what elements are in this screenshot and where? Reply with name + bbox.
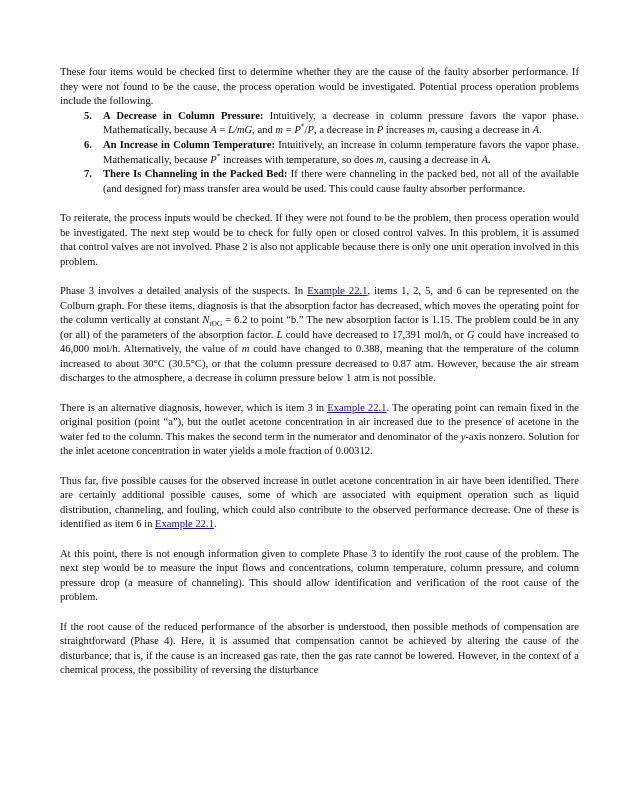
reiterate-paragraph: To reiterate, the process inputs would be checked. If they were not found to be the problem, then process operation would be investigated. The next step would be to check for fully open or closed control valves. In this problem, it is assumed that control valves are not involved. Phase 2 is also not applicable because there is only one unit operation involved in this problem. bbox=[60, 212, 579, 268]
compensation-paragraph: If the root cause of the reduced performance of the absorber is understood, then possible methods of compensation are straightforward (Phase 4). Here, it is assumed that compensation cannot be achieved by altering the cause of the disturbance; that is, if the cause is an increased gas rate, then the gas rate cannot be lowered. However, in the context of a chemical process, the possibility of reversing the disturbance bbox=[60, 621, 579, 677]
list-item: 7. There Is Channeling in the Packed Bed: If there were channeling in the packed bed, not all of the available (and designed for) mass transfer area would be used. This could cause faulty absorber performance. bbox=[84, 169, 579, 195]
item-number: 7. bbox=[84, 169, 92, 181]
phase3-paragraph: Phase 3 involves a detailed analysis of the suspects. In Example 22.1, items 1, 2, 5, and 6 can be represented on the Colburn graph. For these items, diagnosis is that the absorption factor has decreased, which moves the operating point for the column vertically at constant $N_{tOG} = 6.2$ to point “b.” The new absorption factor is 1.15. The problem could be in any (or all) of the parameters of the absorption factor. L could have decreased to 17,391 mol/h, or G could have increased to 46,000 mol/h. Alternatively, the value of m could have changed to 0.388, meaning that the temperature of the column increased to about 30°C (30.5°C), or that the column pressure decreased to 0.87 atm. However, because the air stream discharges to the atmosphere, a decrease in column pressure below 1 atm is not possible. bbox=[60, 285, 580, 385]
item-number: 5. bbox=[84, 110, 92, 122]
example-22-1-link[interactable]: Example 22.1 bbox=[327, 402, 387, 414]
item-title: There Is Channeling in the Packed Bed: bbox=[103, 169, 288, 181]
list-item: 5. A Decrease in Column Pressure: Intuitively, a decrease in column pressure favors the vapor phase. Mathematically, because A = L/mG, and m = P*/P, a decrease in P increases m, causing a decrease in A. bbox=[84, 110, 580, 137]
process-problems-list bbox=[60, 110, 579, 198]
document-page bbox=[60, 66, 579, 694]
possible-causes-paragraph: Thus far, five possible causes for the observed increase in outlet acetone concentration in air have been identified. There are certainly additional possible causes, some of which are associated with equipment operation such as liquid distribution, channeling, and fouling, which could also contribute to the observed performance decrease. One of these is identified as item 6 in Example 22.1. bbox=[60, 475, 579, 531]
list-item: 6. An Increase in Column Temperature: Intuitively, an increase in column temperature favors the vapor phase. Mathematically, because P* increases with temperature, so does m, causing a decrease in A. bbox=[84, 139, 580, 166]
example-22-1-link[interactable]: Example 22.1 bbox=[155, 519, 214, 531]
example-22-1-link[interactable]: Example 22.1 bbox=[307, 285, 368, 297]
item-number: 6. bbox=[84, 139, 92, 151]
item-title: An Increase in Column Temperature: bbox=[103, 139, 276, 151]
alternative-diagnosis-paragraph: There is an alternative diagnosis, however, which is item 3 in Example 22.1. The operating point can remain fixed in the original position (point “a”), but the outlet acetone concentration in air increased due to the presence of acetone in the water fed to the column. This makes the second term in the numerator and denominator of the y-axis nonzero. Solution for the inlet acetone concentration in water yields a mole fraction of 0.00312. bbox=[60, 402, 580, 458]
item-title: A Decrease in Column Pressure: bbox=[103, 110, 264, 122]
intro-paragraph: These four items would be checked first to determine whether they are the cause of the faulty absorber performance. If they were not found to be the cause, the process operation would be investigated. Potential process operation problems include the following. bbox=[60, 67, 579, 108]
next-step-paragraph: At this point, there is not enough information given to complete Phase 3 to identify the root cause of the problem. The next step would be to measure the input flows and concentrations, column temperature, column pressure, and column pressure drop (a measure of channeling). This should allow identification and verification of the root cause of the problem. bbox=[60, 548, 579, 604]
